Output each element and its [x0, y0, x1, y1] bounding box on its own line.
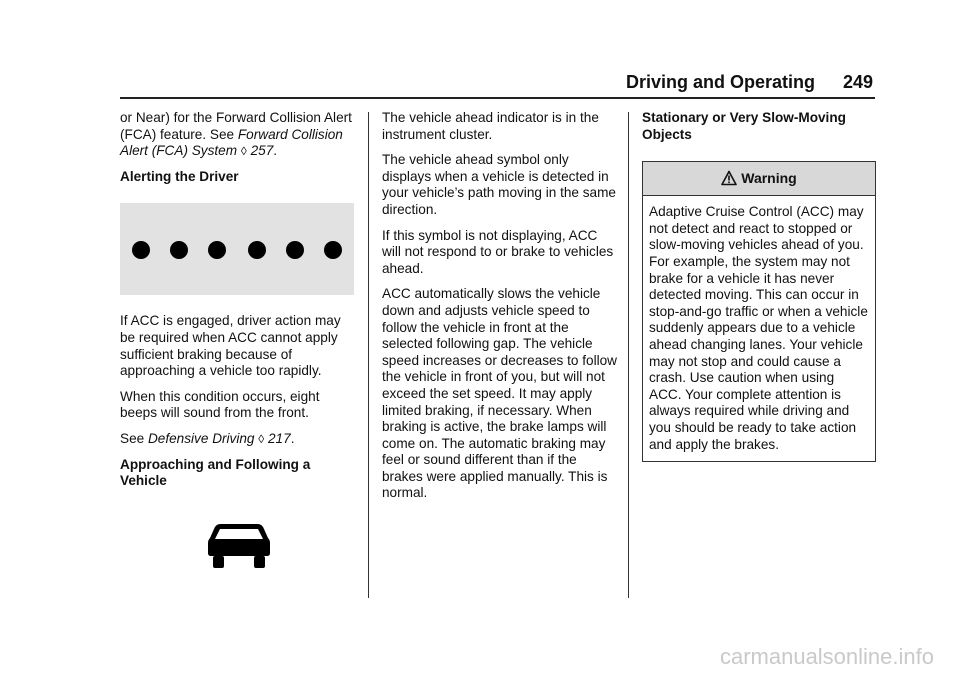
paragraph-see-defensive: See Defensive Driving ◊ 217. [120, 430, 295, 446]
paragraph-symbol-missing: If this symbol is not displaying, ACC will not respond to or brake to vehicles ahead. [382, 227, 614, 276]
alert-dot-icon [208, 241, 226, 259]
column-divider-1 [368, 112, 369, 598]
column-2 [382, 110, 618, 511]
paragraph-acc-braking: ACC automatically slows the vehicle down and adjusts vehicle speed to follow the vehicle in front at the selected following gap. The vehicle speed increases or decreases to follow the vehicle in front of you, but will not exceed the set speed. It may apply limited braking, if necessary. When braking is active, the brake lamps will come on. The automatic braking may feel or sound different than if the brakes were applied manually. This is normal. [382, 286, 617, 501]
warning-box [642, 161, 876, 462]
warning-header [643, 162, 875, 196]
header-rule [120, 97, 875, 99]
vehicle-ahead-icon [208, 520, 270, 570]
fca-link[interactable]: Forward Collision Alert (FCA) System [120, 126, 343, 159]
heading-stationary-objects: Stationary or Very Slow-Moving Objects [642, 110, 846, 142]
warning-body: Adaptive Cruise Control (ACC) may not detect and react to stopped or slow-moving vehicles ahead of you. For example, the system may not brake for a vehicle it has never detected moving. This can occur in stop-and-go traffic or when a vehicle suddenly appears due to a vehicle ahead changing lanes. Your vehicle may not stop and could cause a crash. Use caution when using ACC. Your complete attention is always required while driving and you should be ready to take action and apply the brakes. [649, 204, 868, 452]
warning-triangle-icon [721, 165, 737, 198]
column-3 [642, 110, 876, 462]
warning-title: Warning [741, 170, 797, 187]
paragraph-acc-engaged: If ACC is engaged, driver action may be required when ACC cannot apply sufficient braking because of approaching a vehicle too rapidly. [120, 313, 341, 379]
alert-dot-icon [170, 241, 188, 259]
xref-arrow-icon: ◊ [240, 144, 247, 159]
see-text: See [120, 430, 148, 446]
paragraph-fca-reference: or Near) for the Forward Collision Alert (FCA) feature. See Forward Collision Alert (FCA) System ◊ 257. [120, 110, 352, 159]
defensive-driving-link[interactable]: Defensive Driving [147, 430, 255, 446]
page-header [120, 70, 875, 96]
alert-dot-icon [286, 241, 304, 259]
section-title: Driving and Operating [625, 72, 815, 92]
paragraph-indicator-location: The vehicle ahead indicator is in the instrument cluster. [382, 110, 599, 142]
fca-text: or Near) for the Forward Collision Alert (FCA) feature. See [120, 110, 352, 142]
alert-dot-icon [248, 241, 266, 259]
alert-dot-icon [324, 241, 342, 259]
heading-alerting-driver: Alerting the Driver [120, 168, 239, 184]
column-divider-2 [628, 112, 629, 598]
column-1 [120, 110, 356, 580]
defensive-page-ref[interactable]: 217 [268, 430, 291, 446]
alert-indicator-image [120, 203, 354, 295]
page-number: 249 [842, 72, 873, 92]
fca-page-ref[interactable]: 257 [250, 143, 274, 159]
alert-dot-icon [132, 241, 150, 259]
vehicle-ahead-image [120, 520, 356, 580]
watermark: carmanualsonline.info [719, 644, 934, 669]
paragraph-eight-beeps: When this condition occurs, eight beeps will sound from the front. [120, 388, 320, 421]
xref-arrow-icon: ◊ [258, 431, 265, 446]
heading-approaching: Approaching and Following a Vehicle [120, 456, 311, 489]
paragraph-symbol-display: The vehicle ahead symbol only displays when a vehicle is detected in your vehicle’s path moving in the same direction. [382, 152, 616, 217]
